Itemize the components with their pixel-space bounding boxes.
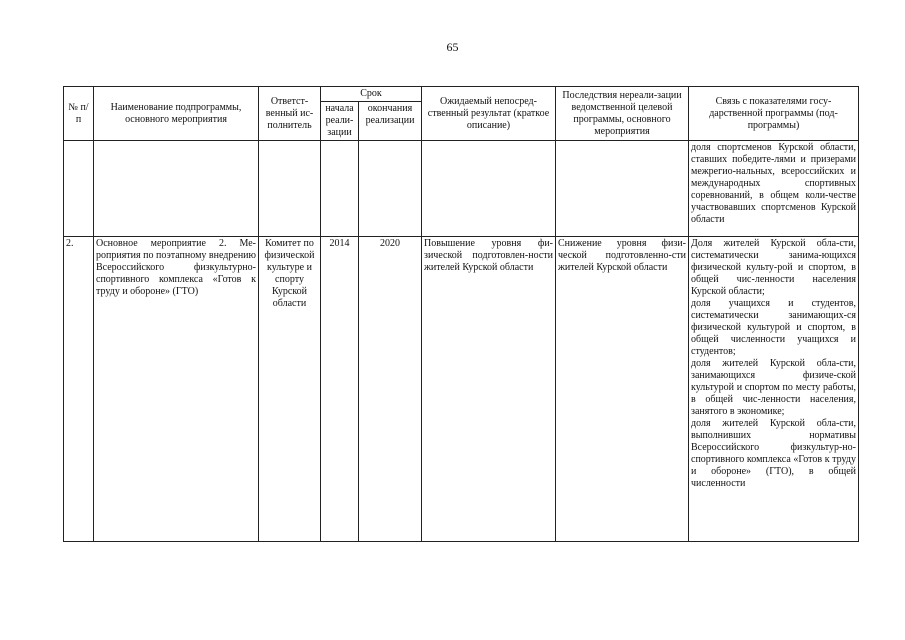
page-number: 65 [446,40,459,54]
cell-indicator-link [689,237,859,542]
header-term-end: окончания реализации [359,102,422,141]
cell-consequences [556,141,689,237]
cell-indicator-link: доля спортсменов Курской области, ставших победите-лями и призерами межрегио-нальных, всероссийских и международных спортивных соревнований, в общем коли-честве участвовавших спортсменов Курской области [689,141,859,237]
table-row [64,237,859,542]
table-row [64,141,859,237]
cell-end [359,141,422,237]
cell-consequences: Снижение уровня физи-ческой подготовленно-сти жителей Курской области [556,237,689,542]
cell-executor [259,141,321,237]
cell-expected: Повышение уровня фи-зической подготовлен-ности жителей Курской области [422,237,556,542]
program-table [63,86,859,542]
cell-name [94,141,259,237]
cell-start: 2014 [321,237,359,542]
header-expected-result: Ожидаемый непосред-ственный результат (краткое описание) [422,87,556,141]
cell-executor: Комитет по физической культуре и спорту Курской области [259,237,321,542]
header-term: Срок [321,87,422,102]
cell-end: 2020 [359,237,422,542]
cell-name: Основное мероприятие 2. Ме-роприятия по поэтапному внедрению Всероссийского физкультурно-спортивного комплекса «Готов к труду и обороне» (ГТО) [94,237,259,542]
header-indicator-link: Связь с показателями госу-дарственной программы (под-программы) [689,87,859,141]
cell-num [64,141,94,237]
header-num: № п/п [64,87,94,141]
header-row [64,87,859,102]
indicator-line: доля учащихся и студентов, систематически занимающих-ся физической культурой и спортом, в общей численности учащихся и студентов; [691,298,856,357]
header-consequences: Последствия нереали-зации ведомственной целевой программы, основного мероприятия [556,87,689,141]
indicator-line: доля жителей Курской обла-сти, выполнивших нормативы Всероссийского физкультур-но-спортивного комплекса «Готов к труду и обороне» (ГТО), в общей численности [691,418,856,489]
header-executor: Ответст-венный ис-полнитель [259,87,321,141]
cell-start [321,141,359,237]
header-term-start: начала реали-зации [321,102,359,141]
indicator-line: Доля жителей Курской обла-сти, систематически занима-ющихся физической культу-рой и спортом, в общей чис-ленности населения Курской области; [691,238,856,297]
cell-num: 2. [64,237,94,542]
indicator-line: доля жителей Курской обла-сти, занимающихся физиче-ской культурой и спортом по месту работы, в общей чис-ленности населения, занятого в экономике; [691,358,856,417]
header-name: Наименование подпрограммы, основного мероприятия [94,87,259,141]
cell-expected [422,141,556,237]
